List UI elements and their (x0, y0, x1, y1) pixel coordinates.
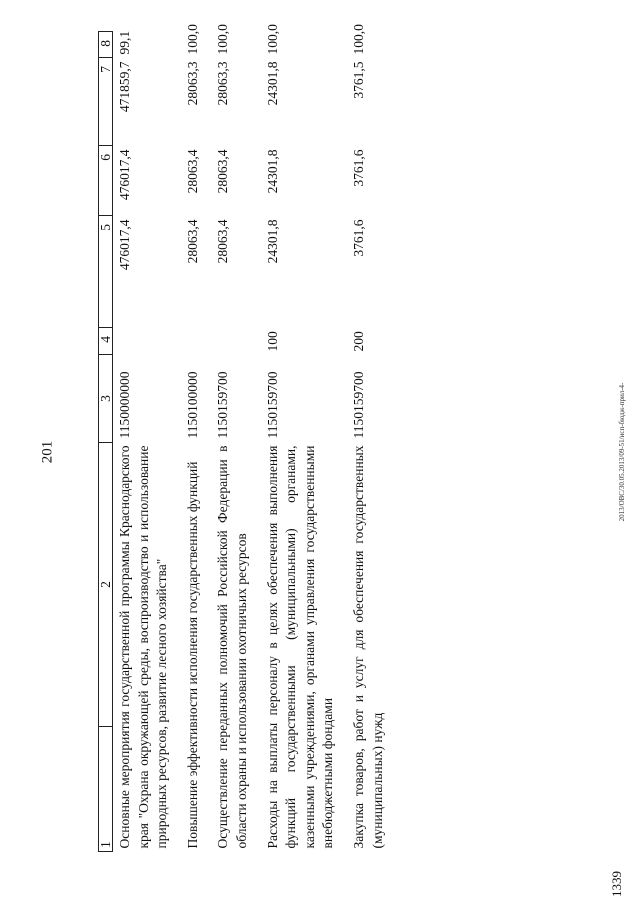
row-type (211, 328, 260, 355)
row-value-6: 476017,4 (117, 149, 132, 201)
row-type (113, 328, 181, 355)
row-value-6: 28063,4 (215, 149, 231, 194)
table-row (113, 32, 181, 852)
column-header: 5 (99, 216, 113, 328)
column-header: 4 (99, 328, 113, 355)
column-header: 7 (99, 58, 113, 146)
row-value-8: 99,1 (117, 30, 132, 55)
table-row (347, 32, 396, 852)
row-description: Расходы на выплаты персоналу в целях обеспечения выполнения функций государственными (муниципальными) органами, казенными учреждениями, органами управления государственными внебюджетными фондами (264, 445, 336, 849)
column-header: 6 (99, 146, 113, 216)
row-description: Основные мероприятия государственной программы Краснодарского края "Охрана окружающей среды, воспроизводство и использование природных ресурсов, развитие лесного хозяйства" (117, 445, 170, 849)
document-code: 2013/OBC/30.05.2013/09-51/исп-бюдж-прил-4- (618, 382, 626, 522)
row-code: 1150159700 (264, 371, 280, 439)
row-code: 1150159700 (350, 371, 366, 439)
row-value-6: 24301,8 (264, 149, 280, 194)
row-value-5: 28063,4 (215, 219, 231, 264)
row-value-7: 24301,8 (264, 61, 280, 106)
column-header: 8 (99, 32, 113, 58)
table-row (181, 32, 212, 852)
row-code: 1150000000 (117, 371, 132, 439)
row-code: 1150100000 (184, 371, 200, 439)
row-value-8: 100,0 (350, 24, 366, 55)
row-value-6: 3761,6 (350, 149, 366, 187)
table-header-row (99, 32, 113, 852)
page-number: 201 (39, 440, 56, 464)
row-value-6: 28063,4 (184, 149, 200, 194)
row-value-7: 28063,3 (184, 61, 200, 106)
row-value-7: 471859,7 (117, 61, 132, 113)
budget-table (98, 24, 396, 852)
table-row (211, 32, 260, 852)
row-value-8: 100,0 (264, 24, 280, 55)
column-header: 1 (99, 727, 113, 852)
row-description: Осуществление переданных полномочий Российской Федерации в области охраны и использовании охотничьих ресурсов (215, 445, 249, 849)
row-value-8: 100,0 (184, 24, 200, 55)
row-type: 100 (264, 331, 280, 352)
column-header: 3 (99, 355, 113, 443)
rotated-table-container (98, 24, 538, 852)
row-value-7: 3761,5 (350, 61, 366, 99)
row-value-5: 28063,4 (184, 219, 200, 264)
row-value-5: 24301,8 (264, 219, 280, 264)
row-description: Повышение эффективности исполнения государственных функций (184, 461, 200, 849)
column-header: 2 (99, 443, 113, 727)
row-value-7: 28063,3 (215, 61, 231, 106)
row-type: 200 (350, 331, 366, 352)
row-description: Закупка товаров, работ и услуг для обеспечения государственных (муниципальных) нужд (350, 445, 385, 849)
row-value-8: 100,0 (215, 24, 231, 55)
row-value-5: 3761,6 (350, 219, 366, 257)
row-type (181, 328, 212, 355)
table-row (261, 32, 347, 852)
stamp-number: 1339 (609, 871, 624, 897)
row-code: 1150159700 (215, 371, 231, 439)
row-value-5: 476017,4 (117, 219, 132, 271)
